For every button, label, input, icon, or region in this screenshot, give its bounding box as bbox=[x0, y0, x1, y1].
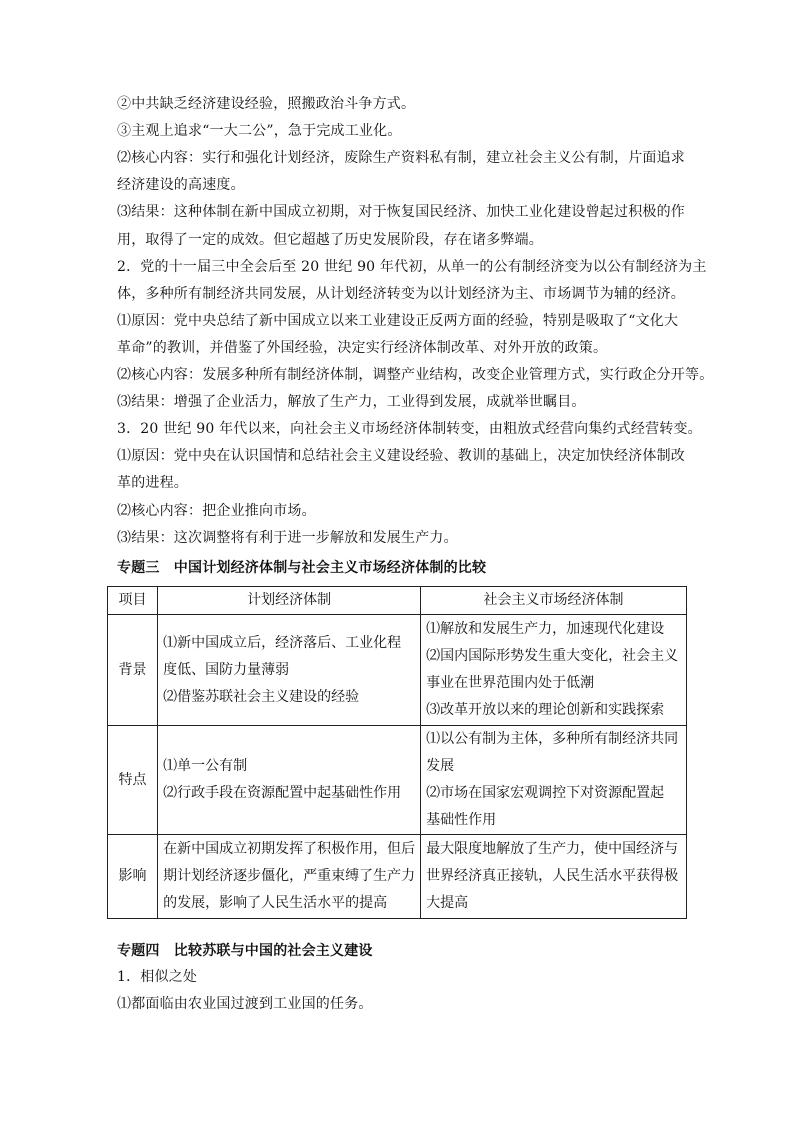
comparison-table bbox=[107, 586, 687, 919]
cell-line: 世界经济真正接轨，人民生活水平获得极 bbox=[426, 868, 679, 884]
cell-line: ⑵国内国际形势发生重大变化，社会主义 bbox=[426, 648, 679, 664]
body-line: ⑴原因：党中央在认识国情和总结社会主义建设经验、教训的基础上，决定加快经济体制改 bbox=[117, 448, 685, 465]
cell-plan-impact bbox=[158, 835, 421, 919]
cell-line: ⑵市场在国家宏观调控下对资源配置起 bbox=[426, 785, 665, 801]
cell-plan-background bbox=[158, 615, 421, 726]
cell-line: ⑵行政手段在资源配置中起基础性作用 bbox=[163, 785, 402, 801]
cell-line: 在新中国成立初期发挥了积极作用，但后 bbox=[163, 841, 416, 857]
cell-market-features bbox=[421, 726, 687, 835]
body-line: ②中共缺乏经济建设经验，照搬政治斗争方式。 bbox=[117, 96, 416, 112]
body-line: 体，多种所有制经济共同发展，从计划经济转变为以计划经济为主、市场调节为辅的经济。 bbox=[117, 285, 685, 302]
row-label-features: 特点 bbox=[108, 726, 158, 835]
body-line: ⑵核心内容：实行和强化计划经济，废除生产资料私有制，建立社会主义公有制，片面追求 bbox=[117, 150, 685, 167]
row-label-background: 背景 bbox=[108, 615, 158, 726]
cell-line: 发展 bbox=[426, 758, 455, 774]
row-label-impact: 影响 bbox=[108, 835, 158, 919]
cell-line: 基础性作用 bbox=[426, 812, 497, 828]
cell-line: ⑴以公有制为主体，多种所有制经济共同 bbox=[426, 731, 679, 747]
table-row bbox=[108, 835, 687, 919]
cell-line: 的发展，影响了人民生活水平的提高 bbox=[163, 895, 388, 911]
body-line: 革命”的教训，并借鉴了外国经验，决定实行经济体制改革、对外开放的政策。 bbox=[117, 339, 608, 356]
cell-line: 大提高 bbox=[426, 895, 469, 911]
body-line: ⑶结果：这次调整将有利于进一步解放和发展生产力。 bbox=[117, 529, 458, 546]
body-line: 1．相似之处 bbox=[117, 969, 198, 985]
cell-market-impact bbox=[421, 835, 687, 919]
table-row bbox=[108, 726, 687, 835]
table-header-item: 项目 bbox=[108, 587, 158, 615]
cell-line: 事业在世界范围内处于低潮 bbox=[426, 675, 595, 691]
section3-title: 专题三 中国计划经济体制与社会主义市场经济体制的比较 bbox=[117, 560, 487, 576]
cell-plan-features bbox=[158, 726, 421, 835]
body-line: ⑶结果：增强了企业活力，解放了生产力，工业得到发展，成就举世瞩目。 bbox=[117, 394, 586, 411]
cell-market-background bbox=[421, 615, 687, 726]
cell-line: ⑶改革开放以来的理论创新和实践探索 bbox=[426, 702, 665, 718]
cell-line: ⑵借鉴苏联社会主义建设的经验 bbox=[163, 688, 360, 705]
body-line: 用，取得了一定的成效。但它超越了历史发展阶段，存在诸多弊端。 bbox=[117, 231, 543, 248]
cell-line: ⑴单一公有制 bbox=[163, 758, 248, 774]
body-line: 3．20 世纪 90 年代以来，向社会主义市场经济体制转变，由粗放式经营向集约式经营转变。 bbox=[117, 421, 702, 438]
table-header-market: 社会主义市场经济体制 bbox=[421, 587, 687, 615]
section4-title: 专题四 比较苏联与中国的社会主义建设 bbox=[117, 943, 373, 959]
cell-line: 期计划经济逐步僵化，严重束缚了生产力 bbox=[163, 868, 416, 884]
body-line: 2．党的十一届三中全会后至 20 世纪 90 年代初，从单一的公有制经济变为以公有制经济为主 bbox=[117, 258, 707, 275]
body-line: ⑴原因：党中央总结了新中国成立以来工业建设正反两方面的经验，特别是吸取了“文化大 bbox=[117, 312, 679, 329]
cell-line: 度低、国防力量薄弱 bbox=[163, 661, 290, 678]
body-line: ⑴都面临由农业国过渡到工业国的任务。 bbox=[117, 996, 373, 1012]
body-line: 革的进程。 bbox=[117, 475, 188, 492]
body-line: ⑵核心内容：把企业推向市场。 bbox=[117, 502, 316, 519]
body-line: 经济建设的高速度。 bbox=[117, 177, 245, 194]
cell-line: 最大限度地解放了生产力，使中国经济与 bbox=[426, 841, 679, 857]
cell-line: ⑴解放和发展生产力，加速现代化建设 bbox=[426, 621, 665, 637]
body-line: ⑵核心内容：发展多种所有制经济体制，调整产业结构，改变企业管理方式，实行政企分开等。 bbox=[117, 367, 714, 383]
cell-line: ⑴新中国成立后，经济落后、工业化程 bbox=[163, 634, 402, 651]
body-line: ③主观上追求“一大二公”，急于完成工业化。 bbox=[117, 123, 402, 140]
body-line: ⑶结果：这种体制在新中国成立初期，对于恢复国民经济、加快工业化建设曾起过积极的作 bbox=[117, 204, 685, 221]
table-header-plan: 计划经济体制 bbox=[158, 587, 421, 615]
table-row bbox=[108, 615, 687, 726]
table-header-row bbox=[108, 587, 687, 615]
